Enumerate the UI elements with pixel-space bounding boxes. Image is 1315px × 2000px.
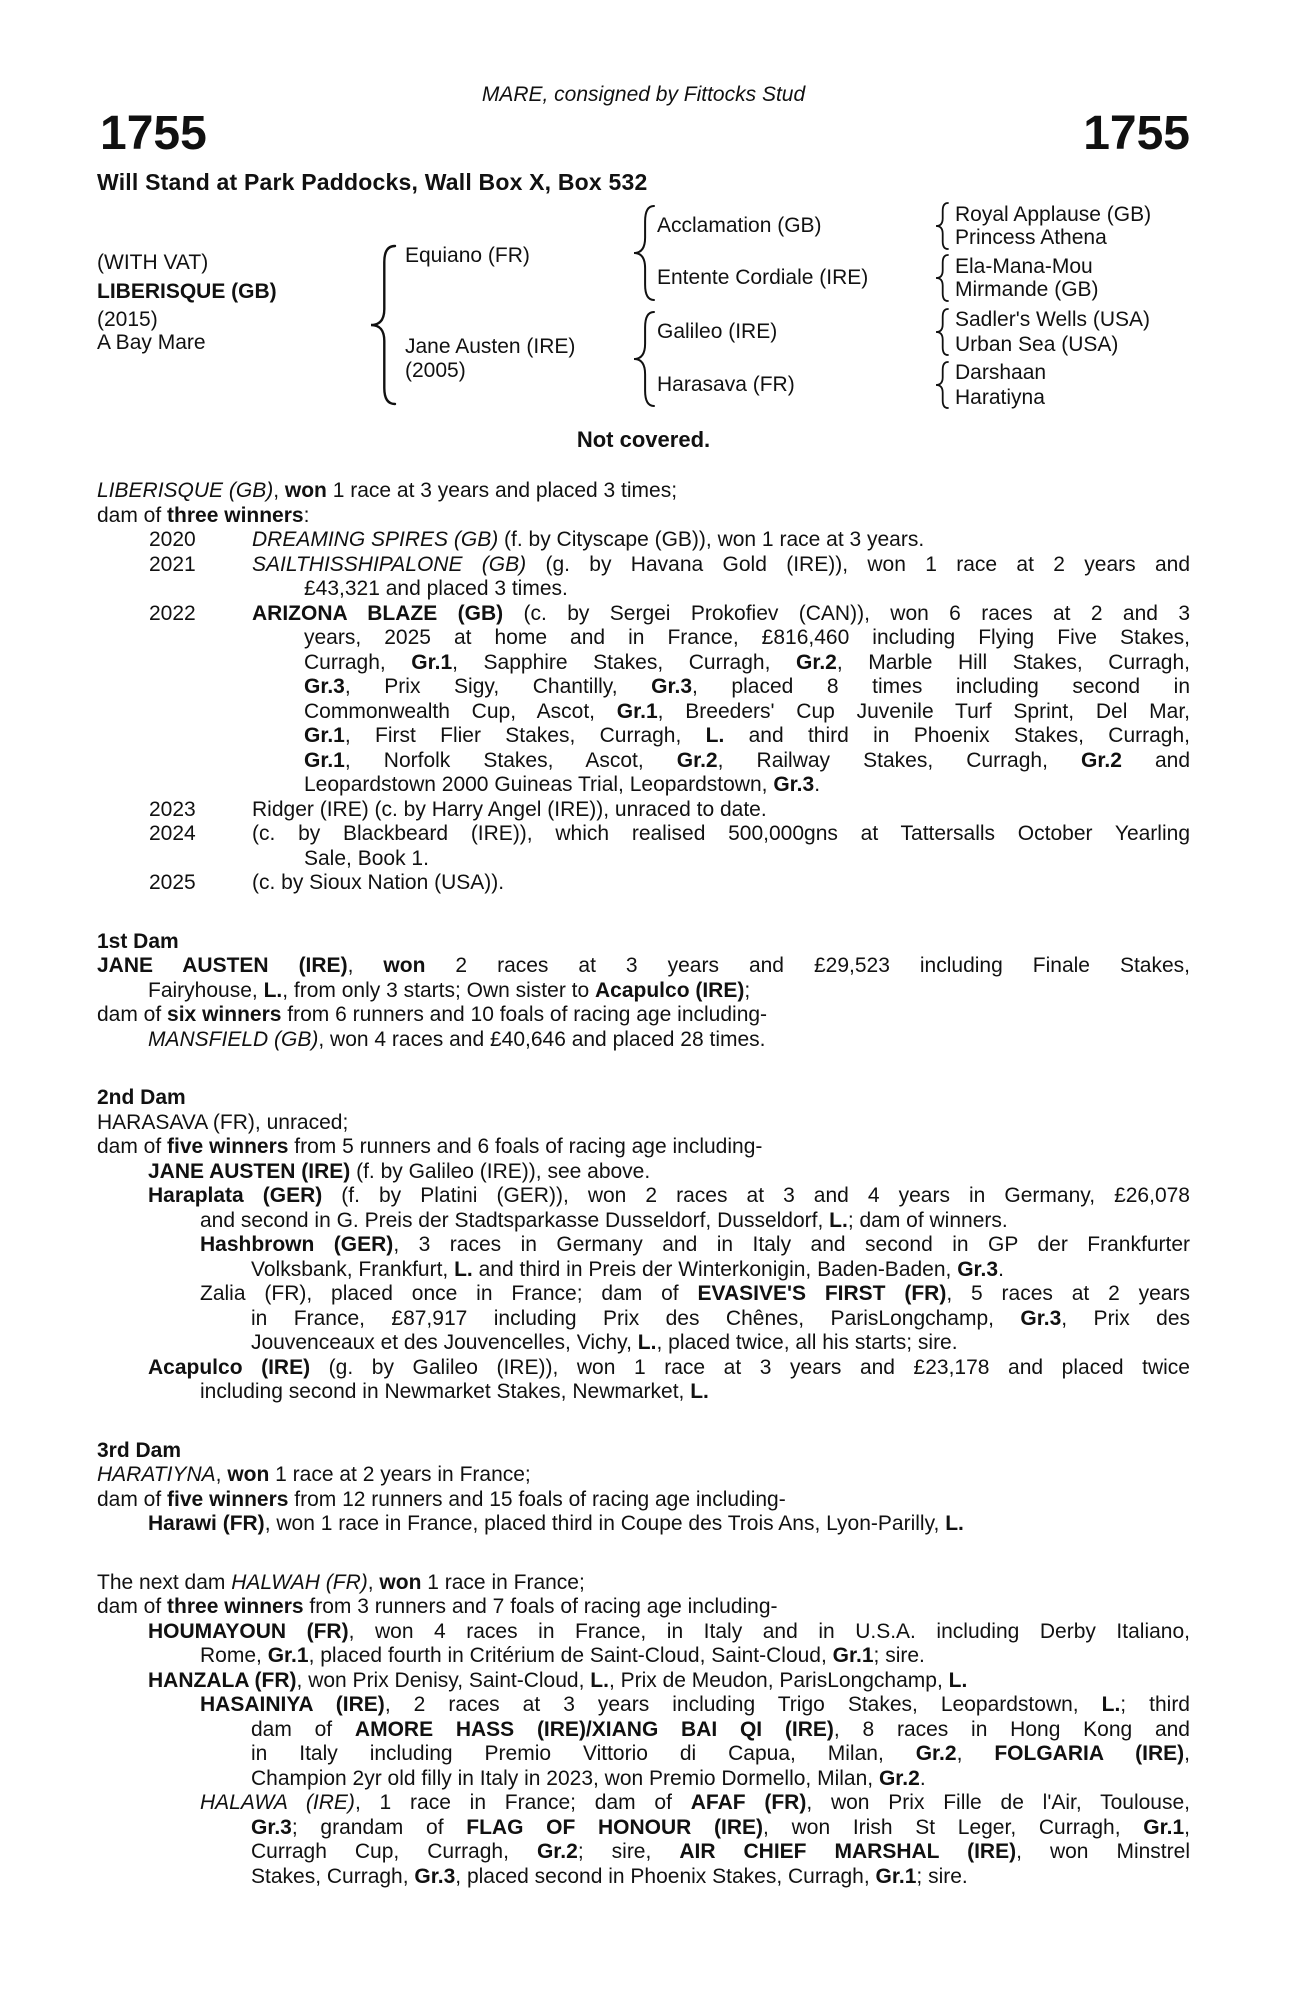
pedigree-great-grandparent: Royal Applause (GB) (955, 203, 1152, 226)
text-segment: , 5 races at 2 years (946, 1282, 1190, 1305)
text-line (251, 1331, 1190, 1356)
text-segment: , placed 8 times including second in (692, 675, 1190, 698)
text-segment: FOLGARIA (IRE) (994, 1742, 1185, 1765)
produce-year: 2022 (149, 601, 196, 625)
text-line (148, 1160, 1190, 1185)
pedigree-dam: Jane Austen (IRE) (405, 335, 576, 358)
text-segment: ARIZONA BLAZE (GB) (252, 601, 504, 625)
text-line (251, 1865, 1190, 1890)
text-segment: DREAMING SPIRES (GB) (252, 528, 499, 551)
text-line (251, 1307, 1190, 1332)
text-segment: , won 4 races and £40,646 and placed 28 times. (318, 1027, 766, 1051)
text-line (148, 1184, 1190, 1209)
text-segment: L. (690, 1380, 709, 1403)
text-segment: . (998, 1257, 1004, 1281)
text-segment: Gr.3 (414, 1864, 456, 1888)
pedigree-table (97, 205, 1190, 425)
text-line (97, 479, 1190, 504)
text-segment: ; dam of winners. (847, 1208, 1008, 1232)
text-segment: HARATIYNA (97, 1463, 216, 1486)
text-segment: , (367, 1570, 380, 1594)
text-segment: , Norfolk Stakes, Ascot, (344, 748, 677, 772)
produce-text (252, 822, 1190, 847)
text-segment: Zalia (FR), placed once in France; dam of (200, 1282, 698, 1305)
produce-year: 2024 (149, 822, 196, 845)
produce-text (252, 798, 1190, 823)
text-segment: HALWAH (FR) (231, 1570, 368, 1594)
text-segment: , Prix des (1061, 1306, 1190, 1330)
text-line (251, 1840, 1190, 1865)
text-segment: , (273, 479, 285, 502)
produce-row-line (304, 847, 1190, 872)
pedigree-subject-line: (2015) (97, 308, 158, 331)
text-segment: HANZALA (FR) (148, 1668, 297, 1692)
covering-status: Not covered. (576, 427, 711, 452)
text-line (97, 1571, 1190, 1596)
text-segment: Gr.2 (536, 1840, 578, 1863)
text-segment: Gr.1 (267, 1644, 309, 1667)
text-segment: (c. by Sergei Prokofiev (CAN)), won 6 races at 2 and 3 (503, 601, 1190, 625)
text-segment: HARASAVA (FR), unraced; (97, 1110, 349, 1134)
pedigree-great-grandparent: Darshaan (955, 361, 1047, 384)
text-segment: , won 4 races in France, in Italy and in U.S.A. including Derby Italiano, (348, 1619, 1190, 1643)
text-segment: AMORE HASS (IRE)/XIANG BAI QI (IRE) (354, 1717, 834, 1741)
produce-row-line (304, 773, 1190, 798)
text-segment: ; third (1120, 1693, 1190, 1716)
pedigree-subject-line: A Bay Mare (97, 331, 206, 354)
text-segment: Rome, (200, 1644, 268, 1667)
pedigree-brace (935, 361, 949, 409)
text-segment: L. (829, 1208, 848, 1232)
pedigree-grandparent: Galileo (IRE) (657, 320, 778, 343)
text-segment: Gr.2 (1081, 748, 1122, 772)
text-segment: Gr.1 (304, 748, 345, 772)
text-segment: , from only 3 starts; Own sister to (282, 978, 595, 1002)
text-segment: , (956, 1742, 995, 1765)
text-segment: (g. by Havana Gold (IRE)), won 1 race at 2 years and (526, 552, 1190, 576)
produce-row-line (149, 553, 1190, 578)
text-segment: Commonwealth Cup, Ascot, (304, 699, 617, 723)
text-segment: JANE AUSTEN (IRE) (97, 954, 348, 977)
text-segment: five winners (167, 1487, 289, 1511)
text-segment: ; (744, 978, 751, 1002)
text-segment: from 3 runners and 7 foals of racing age including- (303, 1595, 778, 1618)
text-segment: Acapulco (IRE) (595, 978, 745, 1002)
text-segment: (f. by Cityscape (GB)), won 1 race at 3 years. (498, 528, 925, 551)
text-segment: dam of (97, 1135, 168, 1158)
text-segment: dam of (97, 1595, 168, 1618)
text-line (97, 1488, 1190, 1513)
produce-row-line (149, 798, 1190, 823)
pedigree-great-grandparent: Ela-Mana-Mou (955, 255, 1093, 278)
text-segment: HASAINIYA (IRE) (200, 1693, 385, 1716)
text-segment: 1 race at 3 years and placed 3 times; (326, 479, 678, 502)
text-segment: 1 race at 2 years in France; (269, 1463, 531, 1486)
text-segment: , won 1 race in France, placed third in Coupe des Trois Ans, Lyon-Parilly, (264, 1512, 946, 1535)
text-segment: Gr.3 (1020, 1306, 1062, 1330)
text-segment: Gr.3 (251, 1815, 292, 1839)
text-segment: L. (705, 724, 725, 747)
text-segment: (f. by Galileo (IRE)), see above. (350, 1159, 651, 1183)
text-line (251, 1742, 1190, 1767)
text-segment: L. (637, 1331, 657, 1354)
text-segment: MANSFIELD (GB) (148, 1027, 319, 1051)
text-segment: and second in G. Preis der Stadtsparkasse Dusseldorf, Dusseldorf, (200, 1208, 830, 1232)
pedigree-great-grandparent: Princess Athena (955, 226, 1107, 249)
dam-section-heading: 2nd Dam (97, 1086, 186, 1109)
text-segment: Haraplata (GER) (148, 1184, 323, 1207)
text-segment: Gr.1 (832, 1644, 874, 1667)
pedigree-subject-line: LIBERISQUE (GB) (97, 280, 277, 303)
text-segment: won (227, 1463, 270, 1486)
text-line (251, 1258, 1190, 1283)
text-segment: Acapulco (IRE) (148, 1355, 311, 1379)
text-segment: , Railway Stakes, Curragh, (717, 748, 1082, 772)
text-line (251, 1816, 1190, 1841)
dam-section-heading: 1st Dam (97, 929, 179, 953)
text-segment: , Prix Sigy, Chantilly, (344, 675, 652, 698)
text-segment: EVASIVE'S FIRST (FR) (697, 1282, 947, 1305)
pedigree-brace (633, 205, 655, 301)
text-line (148, 1512, 1190, 1537)
text-segment: 1 race in France; (421, 1570, 585, 1594)
text-line (200, 1791, 1190, 1816)
text-segment: . (814, 773, 821, 796)
produce-row-line (304, 577, 1190, 602)
text-segment: and (1121, 748, 1190, 772)
text-segment: Gr.1 (1143, 1815, 1185, 1839)
produce-year: 2021 (149, 552, 196, 576)
text-segment: and third in Phoenix Stakes, Curragh, (724, 724, 1190, 747)
text-segment: ; sire, (577, 1840, 680, 1863)
text-segment: LIBERISQUE (GB) (97, 479, 274, 502)
text-segment: Gr.1 (616, 699, 658, 723)
text-line (97, 1463, 1190, 1488)
text-segment: three winners (167, 1595, 304, 1618)
text-line (97, 1111, 1190, 1136)
pedigree-grandparent: Entente Cordiale (IRE) (657, 266, 869, 289)
text-segment: Gr.3 (651, 675, 693, 698)
text-segment: , First Flier Stakes, Curragh, (344, 724, 706, 747)
produce-row-line (304, 675, 1190, 700)
pedigree-brace (935, 254, 949, 302)
text-segment: L. (454, 1257, 473, 1281)
produce-row-line (304, 749, 1190, 774)
pedigree-great-grandparent: Sadler's Wells (USA) (955, 308, 1150, 331)
produce-row-line (149, 822, 1190, 847)
text-segment: , 2 races at 3 years including Trigo Stakes, Leopardstown, (384, 1693, 1102, 1716)
text-segment: from 12 runners and 15 foals of racing age including- (288, 1487, 786, 1511)
text-line (200, 1282, 1190, 1307)
text-segment: won (284, 479, 327, 502)
text-line (200, 1380, 1190, 1405)
text-segment: won (379, 1570, 422, 1594)
text-segment: in France, £87,917 including Prix des Chênes, ParisLongchamp, (251, 1306, 1021, 1330)
text-segment: , 1 race in France; dam of (354, 1791, 691, 1814)
text-segment: Gr.3 (773, 773, 815, 796)
text-segment: Gr.2 (878, 1766, 920, 1790)
text-line (200, 1693, 1190, 1718)
text-segment: Ridger (IRE) (c. by Harry Angel (IRE)), unraced to date. (252, 797, 767, 821)
text-segment: FLAG OF HONOUR (IRE) (466, 1815, 764, 1839)
text-segment: Gr.2 (676, 748, 718, 772)
text-segment: Fairyhouse, (148, 978, 264, 1002)
pedigree-subject-line: (WITH VAT) (97, 251, 209, 274)
text-segment: Curragh, (304, 650, 412, 674)
stand-location-line: Will Stand at Park Paddocks, Wall Box X, Box 532 (97, 169, 648, 195)
produce-row-line (149, 602, 1190, 627)
text-line (200, 1233, 1190, 1258)
text-segment: won (383, 954, 426, 977)
pedigree-great-grandparent: Mirmande (GB) (955, 278, 1099, 301)
produce-year: 2023 (149, 797, 196, 821)
text-segment: , 3 races in Germany and in Italy and second in GP der Frankfurter (393, 1233, 1190, 1256)
text-line (148, 979, 1190, 1004)
text-segment: ; sire. (916, 1864, 968, 1888)
text-segment: , Sapphire Stakes, Curragh, (452, 650, 796, 674)
text-segment: , won Prix Fille de l'Air, Toulouse, (806, 1791, 1190, 1814)
text-segment: Gr.3 (957, 1257, 999, 1281)
text-line (200, 1209, 1190, 1234)
text-segment: five winners (167, 1135, 289, 1158)
text-segment: (f. by Platini (GER)), won 2 races at 3 and 4 years in Germany, £26,078 (322, 1184, 1190, 1207)
text-segment: (c. by Sioux Nation (USA)). (252, 871, 505, 894)
produce-row-line (149, 871, 1190, 896)
pedigree-grandparent: Acclamation (GB) (657, 214, 822, 237)
text-segment: AIR CHIEF MARSHAL (IRE) (679, 1840, 1017, 1863)
text-segment: , placed fourth in Critérium de Saint-Cloud, Saint-Cloud, (308, 1644, 833, 1667)
text-segment: (g. by Galileo (IRE)), won 1 race at 3 years and £23,178 and placed twice (310, 1355, 1190, 1379)
text-segment: Volksbank, Frankfurt, (251, 1257, 455, 1281)
text-segment: dam of (251, 1717, 355, 1741)
text-segment: three winners (167, 503, 304, 527)
text-segment: Gr.3 (304, 675, 345, 698)
text-line (97, 1135, 1190, 1160)
text-segment: , (215, 1463, 228, 1486)
text-segment: dam of (97, 503, 168, 527)
text-line (251, 1767, 1190, 1792)
text-segment: Harawi (FR) (148, 1512, 265, 1535)
text-segment: ; grandam of (291, 1815, 467, 1839)
text-segment: , placed twice, all his starts; sire. (656, 1331, 958, 1354)
text-segment: Curragh Cup, Curragh, (251, 1840, 537, 1863)
lot-number-right: 1755 (1083, 107, 1190, 160)
text-line (97, 1003, 1190, 1028)
text-segment: HALAWA (IRE) (200, 1791, 355, 1814)
dam-section-heading: 3rd Dam (97, 1438, 182, 1462)
text-line (148, 1028, 1190, 1053)
produce-text (252, 528, 1190, 553)
text-segment: The next dam (97, 1570, 232, 1594)
produce-text (252, 602, 1190, 627)
text-segment: , (1184, 1742, 1190, 1765)
text-segment: : (303, 503, 310, 527)
text-line (97, 1595, 1190, 1620)
text-segment: Sale, Book 1. (304, 846, 429, 870)
text-segment: years, 2025 at home and in France, £816,460 including Flying Five Stakes, (304, 626, 1190, 649)
produce-year: 2020 (149, 528, 196, 551)
text-line (148, 1620, 1190, 1645)
text-segment: L. (945, 1512, 964, 1535)
text-segment: , won Minstrel (1016, 1840, 1190, 1863)
text-segment: L. (590, 1668, 609, 1692)
produce-row-line (304, 700, 1190, 725)
pedigree-great-grandparent: Urban Sea (USA) (955, 333, 1119, 356)
text-segment: Champion 2yr old filly in Italy in 2023, won Premio Dormello, Milan, (251, 1766, 879, 1790)
text-segment: JANE AUSTEN (IRE) (148, 1159, 351, 1183)
text-segment: six winners (167, 1003, 282, 1026)
text-segment: SAILTHISSHIPALONE (GB) (252, 552, 527, 576)
text-segment: Hashbrown (GER) (200, 1233, 394, 1256)
text-segment: Jouvenceaux et des Jouvencelles, Vichy, (251, 1331, 638, 1354)
pedigree-great-grandparent: Haratiyna (955, 386, 1045, 409)
lot-number-left: 1755 (100, 107, 207, 160)
text-segment: Stakes, Curragh, (251, 1864, 415, 1888)
produce-year: 2025 (149, 871, 196, 894)
text-segment: AFAF (FR) (690, 1791, 807, 1814)
text-line (200, 1644, 1190, 1669)
pedigree-brace (935, 308, 949, 356)
produce-text (252, 871, 1190, 896)
text-line (148, 1669, 1190, 1694)
text-line (97, 954, 1190, 979)
text-segment: , won Irish St Leger, Curragh, (763, 1815, 1144, 1839)
produce-text (252, 553, 1190, 578)
text-segment: and third in Preis der Winterkonigin, Baden-Baden, (472, 1257, 958, 1281)
pedigree-brace (935, 202, 949, 250)
consignment-line: MARE, consigned by Fittocks Stud (481, 83, 806, 106)
text-segment: Gr.2 (915, 1742, 957, 1765)
text-segment: , Breeders' Cup Juvenile Turf Sprint, Del Mar, (657, 699, 1190, 723)
text-segment: HOUMAYOUN (FR) (148, 1619, 349, 1643)
pedigree-sire: Equiano (FR) (405, 244, 530, 267)
text-segment: , (347, 954, 384, 977)
pedigree-brace (633, 311, 655, 407)
text-line (148, 1356, 1190, 1381)
text-segment: Gr.1 (875, 1864, 917, 1888)
text-segment: dam of (97, 1003, 168, 1026)
text-segment: Gr.2 (795, 650, 837, 674)
text-segment: from 6 runners and 10 foals of racing age including- (281, 1003, 768, 1026)
text-segment: in Italy including Premio Vittorio di Capua, Milan, (251, 1742, 916, 1765)
text-segment: Leopardstown 2000 Guineas Trial, Leopardstown, (304, 773, 774, 796)
text-segment: . (919, 1766, 926, 1790)
text-segment: , (1184, 1815, 1190, 1839)
text-segment: , Prix de Meudon, ParisLongchamp, (608, 1668, 949, 1692)
text-segment: , won Prix Denisy, Saint-Cloud, (296, 1668, 591, 1692)
text-segment: Gr.1 (411, 650, 453, 674)
text-segment: Gr.1 (304, 724, 345, 747)
text-segment: L. (1101, 1693, 1121, 1716)
text-segment: , Marble Hill Stakes, Curragh, (836, 650, 1190, 674)
produce-row-line (304, 651, 1190, 676)
text-segment: from 5 runners and 6 foals of racing age including- (288, 1135, 763, 1158)
text-segment: (c. by Blackbeard (IRE)), which realised 500,000gns at Tattersalls October Yearling (252, 822, 1190, 845)
text-segment: L. (263, 978, 283, 1002)
text-segment: L. (948, 1668, 968, 1692)
text-segment: 2 races at 3 years and £29,523 including Finale Stakes, (425, 954, 1190, 977)
produce-row-line (304, 626, 1190, 651)
text-segment: ; sire. (873, 1644, 925, 1667)
pedigree-body-text (97, 479, 1190, 1889)
produce-row-line (304, 724, 1190, 749)
text-segment: £43,321 and placed 3 times. (304, 577, 568, 600)
pedigree-dam-year: (2005) (405, 359, 466, 382)
text-segment: dam of (97, 1487, 168, 1511)
pedigree-brace (370, 245, 396, 405)
text-line (97, 504, 1190, 529)
text-segment: , 8 races in Hong Kong and (833, 1717, 1190, 1741)
text-line (251, 1718, 1190, 1743)
text-segment: including second in Newmarket Stakes, Newmarket, (200, 1380, 691, 1403)
text-segment: , placed second in Phoenix Stakes, Curragh, (455, 1864, 876, 1888)
produce-row-line (149, 528, 1190, 553)
pedigree-grandparent: Harasava (FR) (657, 373, 795, 396)
